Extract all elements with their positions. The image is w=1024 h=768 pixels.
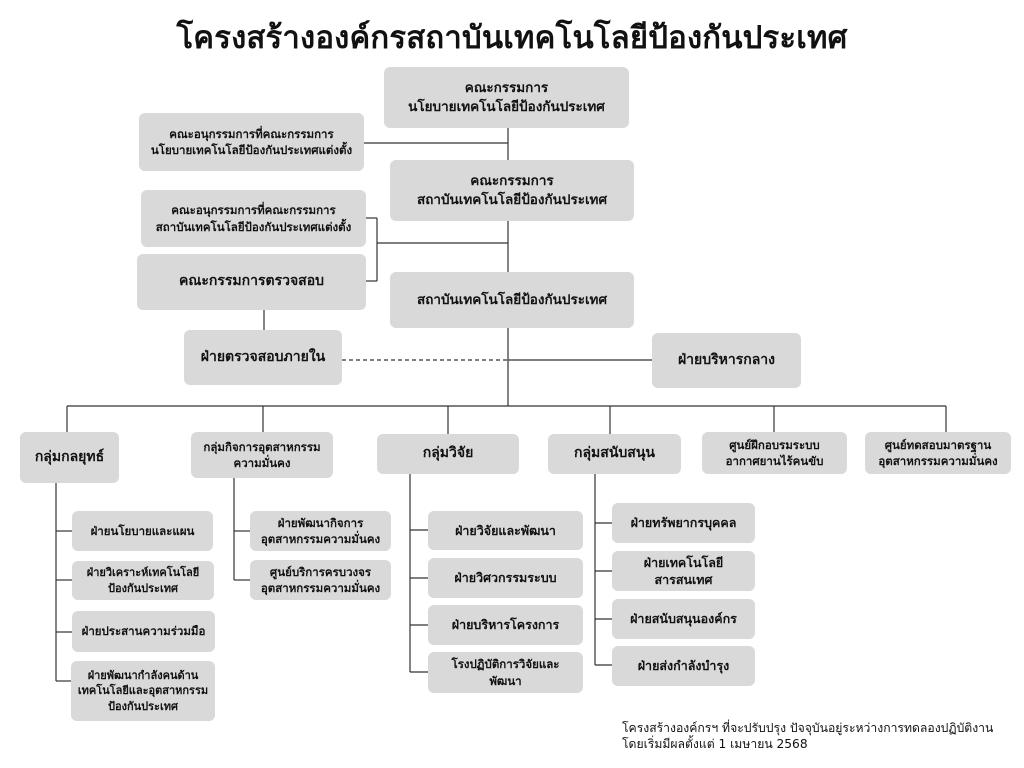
footnote: โครงสร้างองค์กรฯ ที่จะปรับปรุง ปัจจุบันอยู่ระหว่างการทดลองปฏิบัติงาน โดยเริ่มมีผลตั้งแต่ 1 เมษายน 2568 <box>622 721 994 751</box>
one-stop-center-label: ศูนย์บริการครบวงจร อุตสาหกรรมความมั่นคง <box>260 564 381 595</box>
institute-subcommittee-box <box>141 190 366 247</box>
cooperation-dept-box <box>72 611 215 652</box>
systems-engineering-dept-box <box>428 558 583 598</box>
systems-engineering-dept-label: ฝ่ายวิศวกรรมระบบ <box>454 570 557 586</box>
logistics-dept-label: ฝ่ายส่งกำลังบำรุง <box>637 658 730 674</box>
project-management-dept-label: ฝ่ายบริหารโครงการ <box>451 617 560 633</box>
industry-group-box <box>191 432 333 478</box>
policy-subcommittee-box <box>139 113 364 171</box>
rnd-dept-box <box>428 511 583 550</box>
information-technology-dept-label: ฝ่ายเทคโนโลยีสารสนเทศ <box>643 554 724 587</box>
one-stop-center-box <box>250 560 391 600</box>
information-technology-dept-box <box>612 551 755 591</box>
rnd-workshop-box <box>428 652 583 693</box>
strategy-group-label: กลุ่มกลยุทธ์ <box>34 448 105 465</box>
tech-analysis-dept-box <box>72 561 214 600</box>
policy-committee-label: คณะกรรมการ นโยบายเทคโนโลยีป้องกันประเทศ <box>408 79 605 115</box>
support-group-label: กลุ่มสนับสนุน <box>574 445 655 462</box>
tech-analysis-dept-label: ฝ่ายวิเคราะห์เทคโนโลยี ป้องกันประเทศ <box>86 566 200 595</box>
policy-planning-dept-label: ฝ่ายนโยบายและแผน <box>90 523 195 538</box>
institute-subcommittee-label: คณะอนุกรรมการที่คณะกรรมการ สถาบันเทคโนโลยีป้องกันประเทศแต่งตั้ง <box>155 203 352 234</box>
institute-committee-box <box>390 160 634 221</box>
workforce-dev-dept-label: ฝ่ายพัฒนากำลังคนด้าน เทคโนโลยีและอุตสาหกรรม ป้องกันประเทศ <box>77 668 209 713</box>
internal-audit-box <box>184 330 342 385</box>
audit-committee-label: คณะกรรมการตรวจสอบ <box>179 273 324 290</box>
central-admin-box <box>652 333 801 388</box>
workforce-dev-dept-box <box>71 661 215 721</box>
industry-dev-dept-box <box>250 511 391 551</box>
policy-planning-dept-box <box>72 511 213 551</box>
research-group-box <box>377 434 519 474</box>
support-group-box <box>548 434 681 474</box>
organization-support-dept-label: ฝ่ายสนับสนุนองค์กร <box>630 611 737 627</box>
institute-label: สถาบันเทคโนโลยีป้องกันประเทศ <box>416 291 608 308</box>
central-admin-label: ฝ่ายบริหารกลาง <box>677 351 776 368</box>
audit-committee-box <box>137 254 366 310</box>
industry-group-label: กลุ่มกิจการอุตสาหกรรม ความมั่นคง <box>203 439 321 470</box>
uas-training-center-label: ศูนย์ฝึกอบรมระบบ อากาศยานไร้คนขับ <box>725 437 824 468</box>
organization-support-dept-box <box>612 599 755 639</box>
uas-training-center-box <box>702 432 847 474</box>
rnd-workshop-label: โรงปฏิบัติการวิจัยและ พัฒนา <box>451 657 560 688</box>
internal-audit-label: ฝ่ายตรวจสอบภายใน <box>200 348 326 365</box>
industry-dev-dept-label: ฝ่ายพัฒนากิจการ อุตสาหกรรมความมั่นคง <box>260 515 381 546</box>
policy-subcommittee-label: คณะอนุกรรมการที่คณะกรรมการ นโยบายเทคโนโลยีป้องกันประเทศแต่งตั้ง <box>150 126 353 157</box>
project-management-dept-box <box>428 605 583 645</box>
human-resources-dept-label: ฝ่ายทรัพยากรบุคคล <box>630 515 737 531</box>
research-group-label: กลุ่มวิจัย <box>422 445 474 462</box>
logistics-dept-box <box>612 646 755 686</box>
human-resources-dept-box <box>612 503 755 543</box>
standards-test-center-box <box>865 432 1011 474</box>
strategy-group-box <box>20 432 119 483</box>
institute-box <box>390 272 634 328</box>
institute-committee-label: คณะกรรมการ สถาบันเทคโนโลยีป้องกันประเทศ <box>416 172 608 208</box>
chart-title: โครงสร้างองค์กรสถาบันเทคโนโลยีป้องกันประเทศ <box>176 20 848 56</box>
rnd-dept-label: ฝ่ายวิจัยและพัฒนา <box>455 522 556 538</box>
policy-committee-box <box>384 67 629 128</box>
standards-test-center-label: ศูนย์ทดสอบมาตรฐาน อุตสาหกรรมความมั่นคง <box>878 437 998 468</box>
cooperation-dept-label: ฝ่ายประสานความร่วมมือ <box>81 624 206 639</box>
